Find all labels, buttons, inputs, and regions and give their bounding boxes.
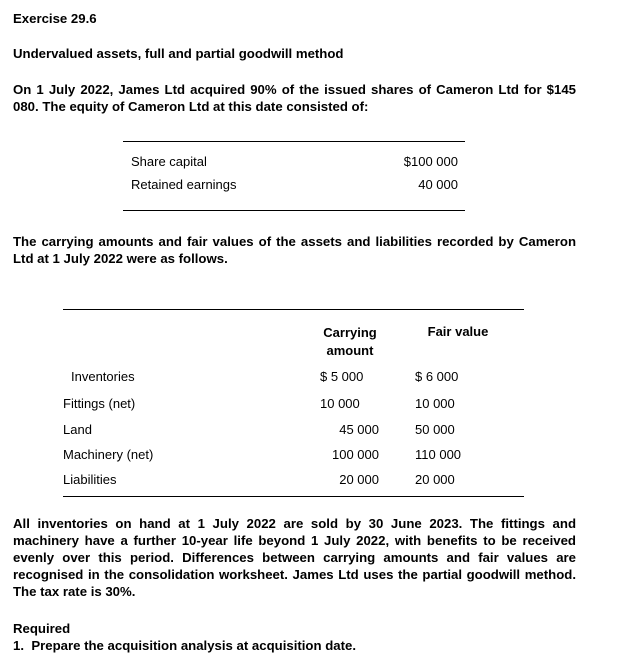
equity-table-top-rule xyxy=(123,141,465,142)
exercise-title: Exercise 29.6 xyxy=(13,11,97,26)
asset-row-fair: 110 000 xyxy=(415,447,462,462)
equity-row-value: $100 000 xyxy=(403,154,458,169)
asset-row-carrying: 100 000 xyxy=(332,447,379,462)
asset-row-fair: $ 6 000 xyxy=(415,369,459,384)
intro-paragraph: On 1 July 2022, James Ltd acquired 90% of the issued shares of Cameron Ltd for $145 080. The equity of Cameron Ltd at this date consisted of: xyxy=(13,82,576,114)
asset-row-label: Liabilities xyxy=(63,472,117,487)
required-item: 1. Prepare the acquisition analysis at acquisition date. xyxy=(13,638,356,653)
equity-row-value: 40 000 xyxy=(418,177,458,192)
asset-row-label: Fittings (net) xyxy=(63,396,136,411)
asset-row-fair: 50 000 xyxy=(415,422,455,437)
asset-row-label: Machinery (net) xyxy=(63,447,154,462)
header-fair-value: Fair value xyxy=(427,324,489,339)
asset-row-fair: 20 000 xyxy=(415,472,455,487)
asset-row-carrying: 10 000 xyxy=(320,396,360,411)
exercise-subtitle: Undervalued assets, full and partial goodwill method xyxy=(13,46,344,61)
equity-row-label: Share capital xyxy=(131,154,207,169)
asset-table-top-rule xyxy=(63,309,524,310)
asset-row-carrying: 20 000 xyxy=(339,472,379,487)
required-heading: Required xyxy=(13,621,71,636)
header-carrying-amount: Carrying amount xyxy=(323,325,377,358)
equity-table-bottom-rule xyxy=(123,210,465,211)
asset-row-label: Inventories xyxy=(71,369,135,384)
asset-row-fair: 10 000 xyxy=(415,396,455,411)
asset-table-bottom-rule xyxy=(63,496,524,497)
equity-row-label: Retained earnings xyxy=(131,177,237,192)
carrying-intro-paragraph: The carrying amounts and fair values of the assets and liabilities recorded by Cameron Ltd at 1 July 2022 were as follows. xyxy=(13,234,576,266)
asset-row-carrying: 45 000 xyxy=(339,422,379,437)
asset-row-label: Land xyxy=(63,422,92,437)
notes-paragraph: All inventories on hand at 1 July 2022 are sold by 30 June 2023. The fittings and machinery have a further 10-year life beyond 1 July 2022, with benefits to be received evenly over this period. Differences between carrying amounts and fair values are recognised in the consolidation worksheet. James Ltd uses the partial goodwill method. The tax rate is 30%. xyxy=(13,516,576,599)
asset-row-carrying: $ 5 000 xyxy=(320,369,364,384)
